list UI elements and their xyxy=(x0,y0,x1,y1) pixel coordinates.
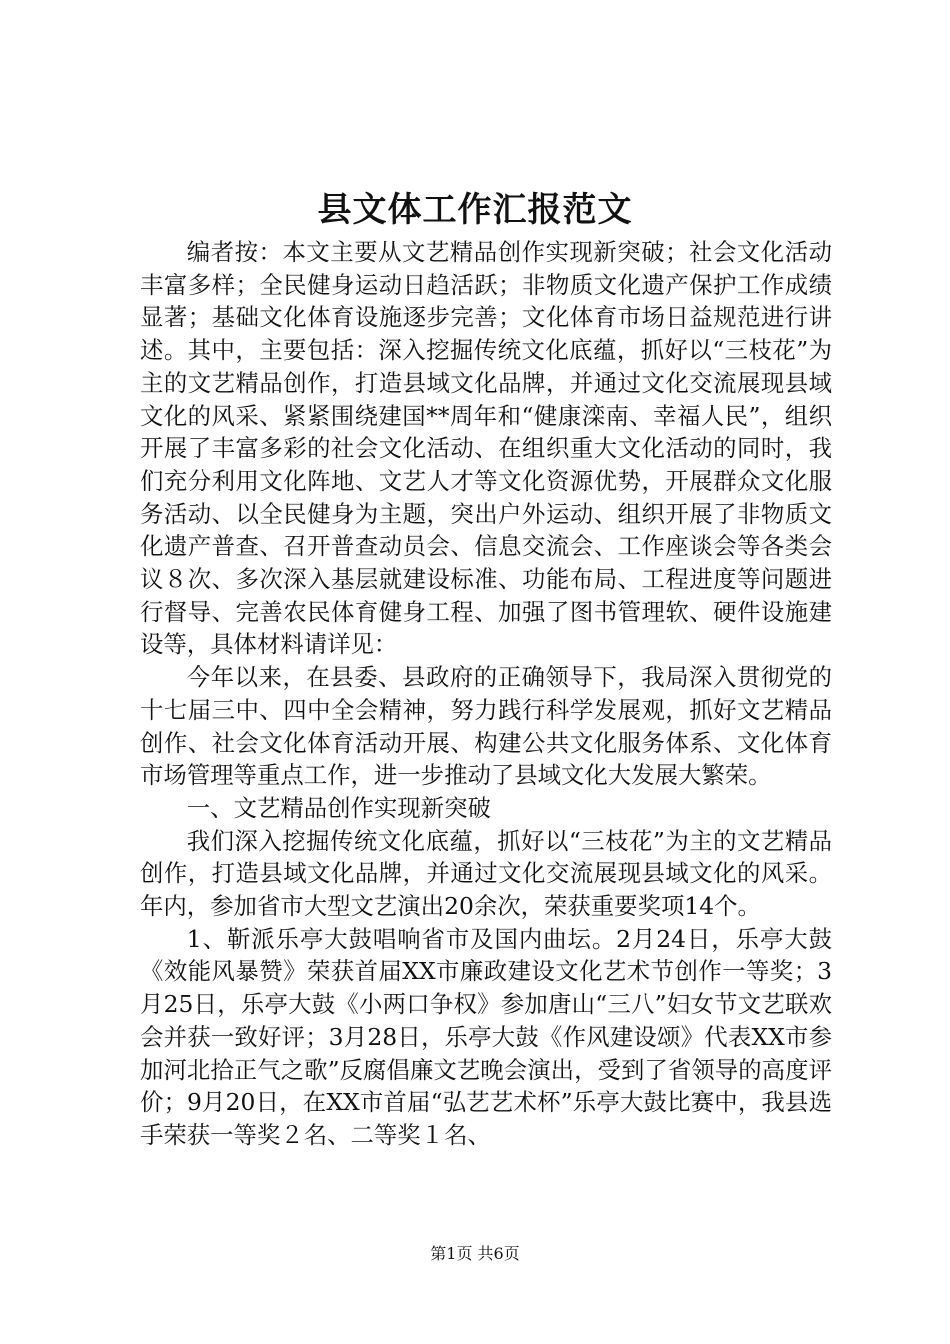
paragraph-section-summary: 我们深入挖掘传统文化底蕴，抓好以“三枝花”为主的文艺精品创作，打造县域文化品牌，并通过文化交流展现县域文化的风采。年内，参加省市大型文艺演出20余次，荣获重要奖项14个。 xyxy=(140,826,832,921)
section-heading: 一、文艺精品创作实现新突破 xyxy=(186,793,491,822)
page-footer: 第1页 共6页 xyxy=(430,1244,520,1263)
document-title: 县文体工作汇报范文 xyxy=(317,190,633,230)
paragraph-editor-note: 编者按：本文主要从文艺精品创作实现新突破；社会文化活动丰富多样；全民健身运动日趋活跃；非物质文化遗产保护工作成绩显著；基础文化体育设施逐步完善；文化体育市场日益规范进行讲述。其中，主要包括：深入挖掘传统文化底蕴，抓好以“三枝花”为主的文艺精品创作，打造县域文化品牌，并通过文化交流展现县域文化的风采、紧紧围绕建国**周年和“健康滦南、幸福人民”，组织开展了丰富多彩的社会文化活动、在组织重大文化活动的同时，我们充分利用文化阵地、文艺人才等文化资源优势，开展群众文化服务活动、以全民健身为主题，突出户外运动、组织开展了非物质文化遗产普查、召开普查动员会、信息交流会、工作座谈会等各类会议８次、多次深入基层就建设标准、功能布局、工程进度等问题进行督导、完善农民体育健身工程、加强了图书管理软、硬件设施建设等，具体材料请详见： xyxy=(140,238,832,659)
paragraph-item-1: 1、靳派乐亭大鼓唱响省市及国内曲坛。2月24日，乐亭大鼓《效能风暴赞》荣获首届XX市廉政建设文化艺术节创作一等奖；3月25日，乐亭大鼓《小两口争权》参加唐山“三八”妇女节文艺联欢会并获一致好评；3月28日，乐亭大鼓《作风建设颂》代表XX市参加河北拾正气之歌”反腐倡廉文艺晚会演出，受到了省领导的高度评价；9月20日，在XX市首届“弘艺艺术杯”乐亭大鼓比赛中，我县选手荣获一等奖２名、二等奖１名、 xyxy=(140,924,832,1149)
paragraph-intro: 今年以来，在县委、县政府的正确领导下，我局深入贯彻党的十七届三中、四中全会精神，努力践行科学发展观，抓好文艺精品创作、社会文化体育活动开展、构建公共文化服务体系、文化体育市场管理等重点工作，进一步推动了县域文化大发展大繁荣。 xyxy=(140,663,832,790)
document-body xyxy=(140,236,832,1152)
